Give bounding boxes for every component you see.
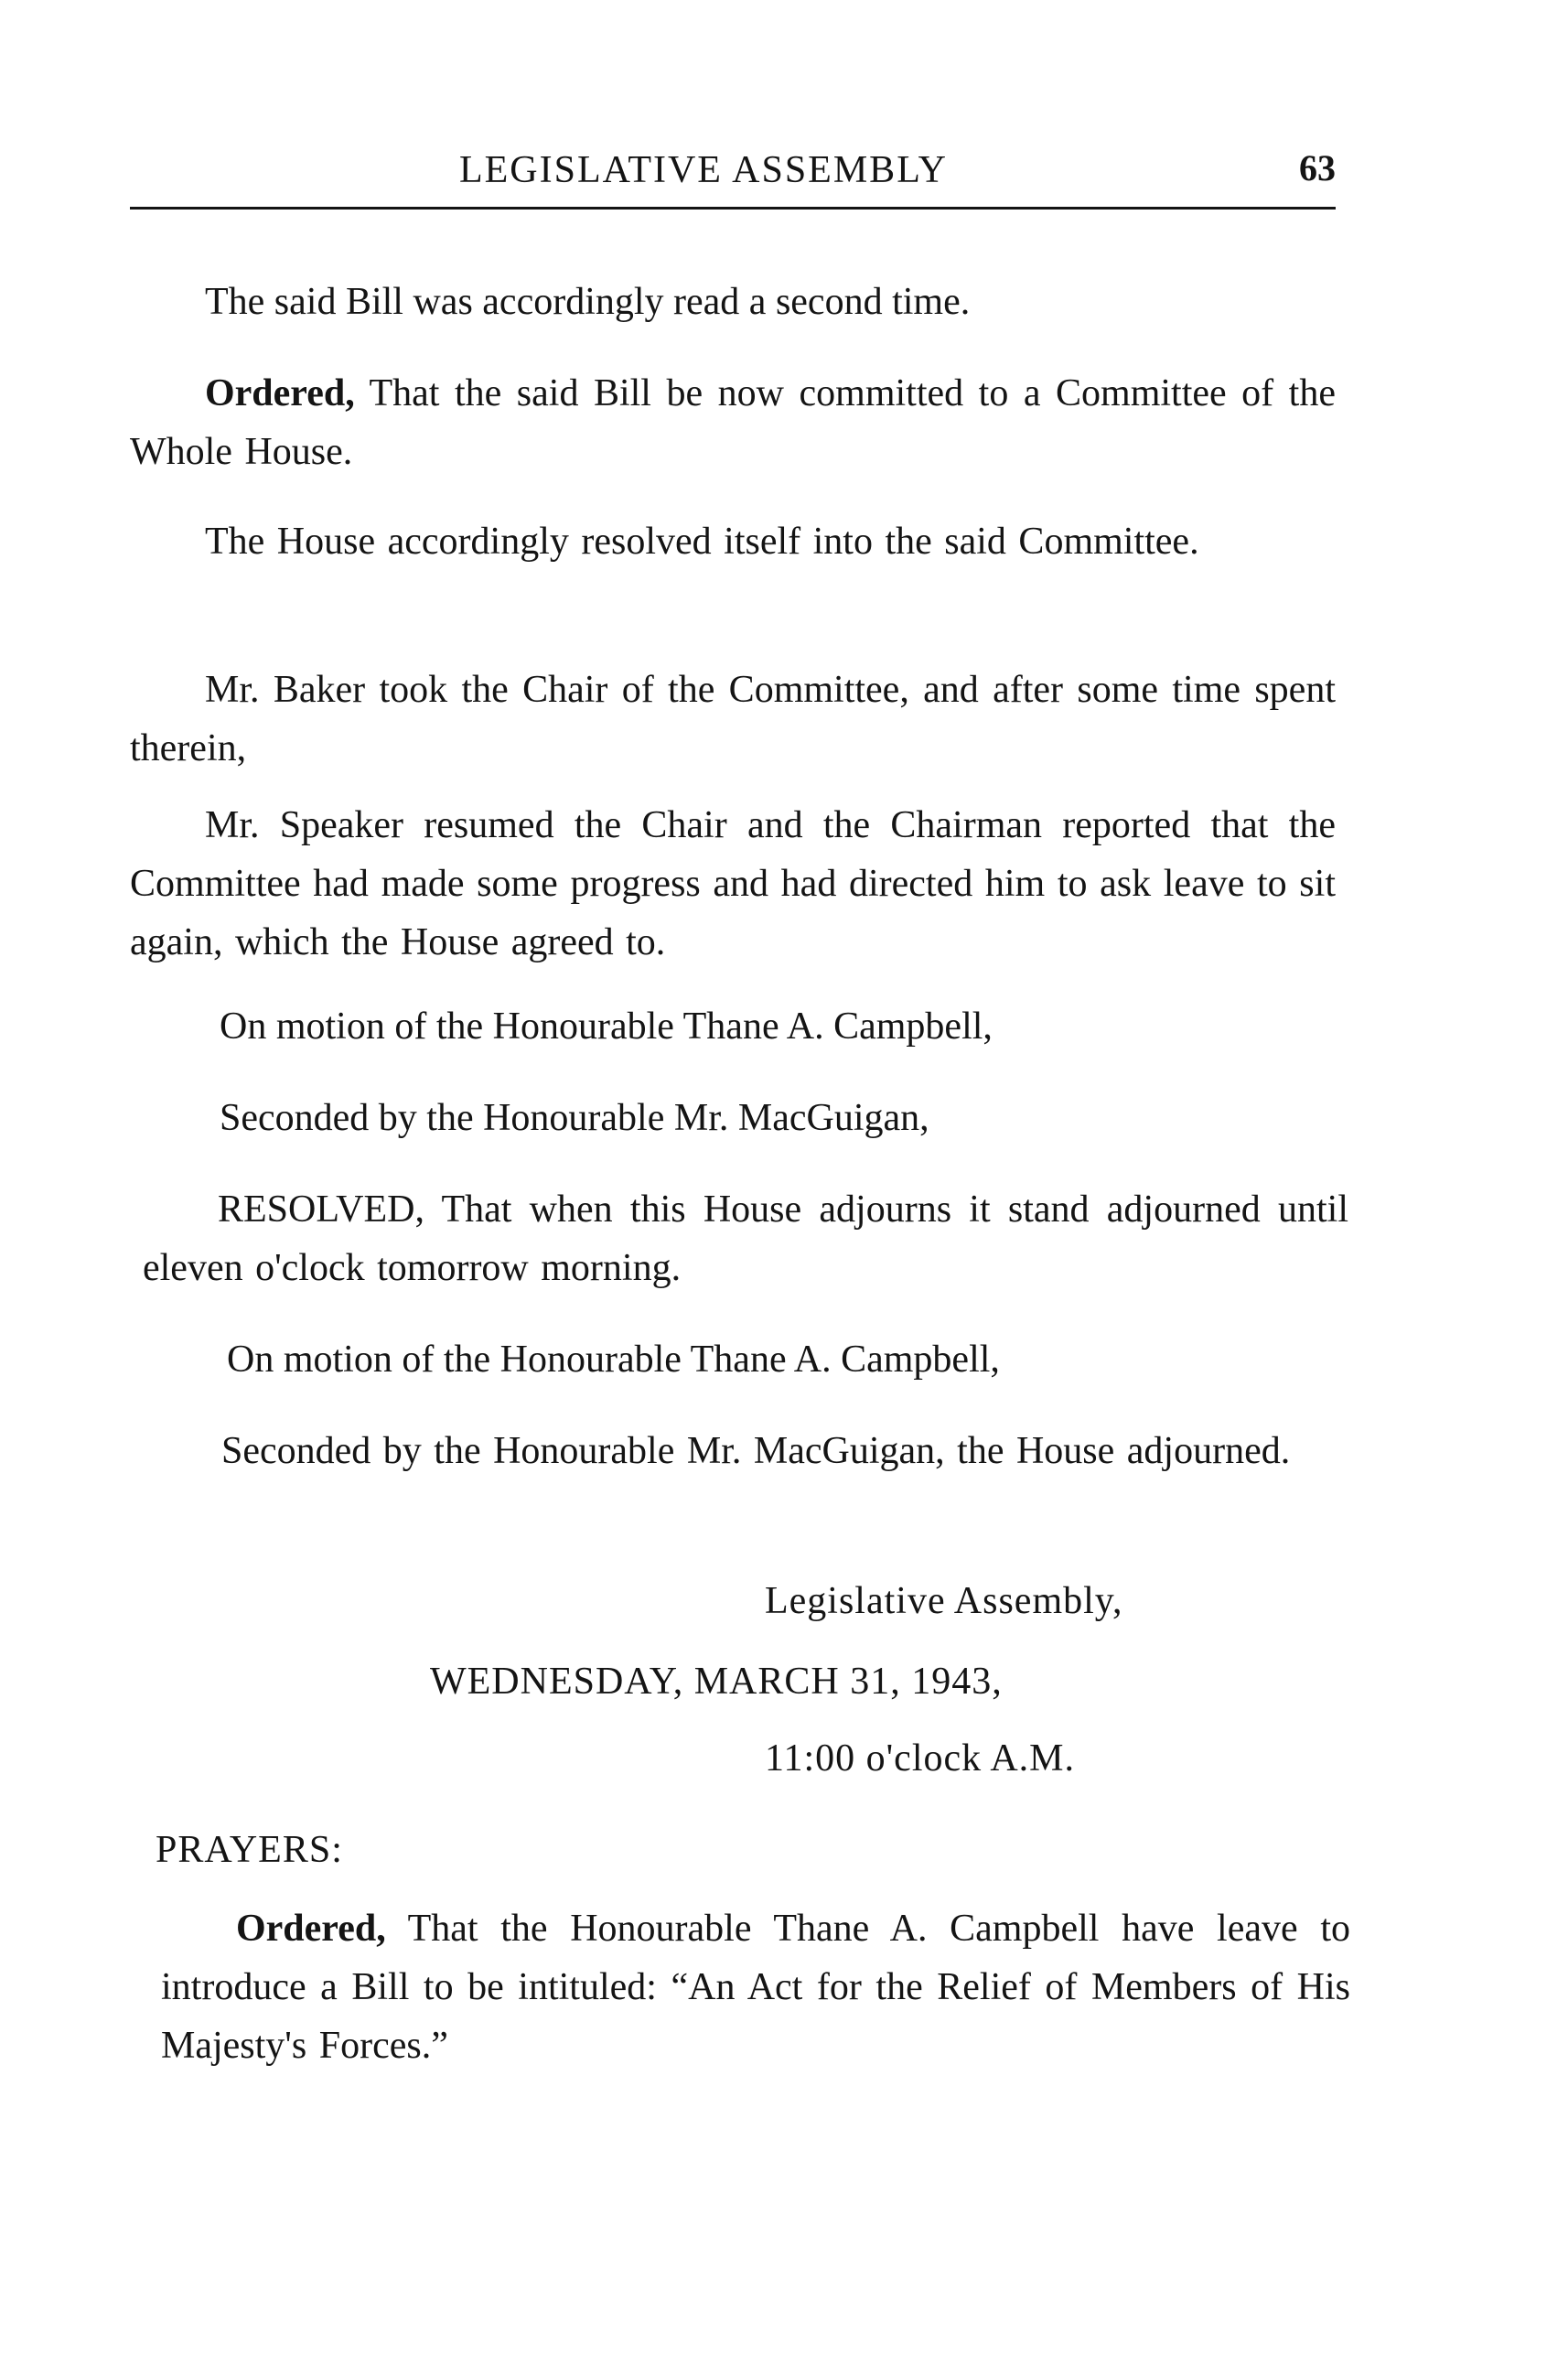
paragraph-second-reading: The said Bill was accordingly read a second time. xyxy=(205,281,971,323)
dateline-date: WEDNESDAY, MARCH 31, 1943, xyxy=(430,1661,1003,1703)
paragraph-motion-1: On motion of the Honourable Thane A. Campbell, xyxy=(220,1005,993,1048)
paragraph-ordered-committee: Ordered, That the said Bill be now committed to a Committee of the Whole House. xyxy=(130,372,1336,473)
paragraph-seconded-adjourned: Seconded by the Honourable Mr. MacGuigan, the House adjourned. xyxy=(221,1430,1291,1472)
paragraph-ordered-bill: Ordered, That the Honourable Thane A. Campbell have leave to introduce a Bill to be intituled: “An Act for the Relief of Members of His Majesty's Forces.” xyxy=(161,1908,1350,2067)
prayers-heading: PRAYERS: xyxy=(156,1829,343,1871)
paragraph-house-resolved: The House accordingly resolved itself into the said Committee. xyxy=(205,521,1199,563)
paragraph-motion-2: On motion of the Honourable Thane A. Campbell, xyxy=(227,1339,1000,1381)
dateline-place: Legislative Assembly, xyxy=(765,1580,1123,1622)
page-number: 63 xyxy=(1299,147,1336,188)
paragraph-speaker-resumed: Mr. Speaker resumed the Chair and the Chairman reported that the Committee had made some progress and had directed him to ask leave to sit again, which the House agreed to. xyxy=(130,804,1336,963)
dateline-time: 11:00 o'clock A.M. xyxy=(765,1737,1075,1780)
header-title: LEGISLATIVE ASSEMBLY xyxy=(459,149,948,191)
paragraph-chair-of-committee: Mr. Baker took the Chair of the Committee, and after some time spent therein, xyxy=(130,669,1336,769)
ordered-lead: Ordered, xyxy=(205,372,355,414)
page-header xyxy=(130,146,1336,210)
paragraph-seconded-1: Seconded by the Honourable Mr. MacGuigan, xyxy=(220,1097,929,1139)
ordered-lead-final: Ordered, xyxy=(236,1908,386,1950)
paragraph-resolved-adjourn: RESOLVED, That when this House adjourns it stand adjourned until eleven o'clock tomorrow morning. xyxy=(143,1188,1348,1289)
